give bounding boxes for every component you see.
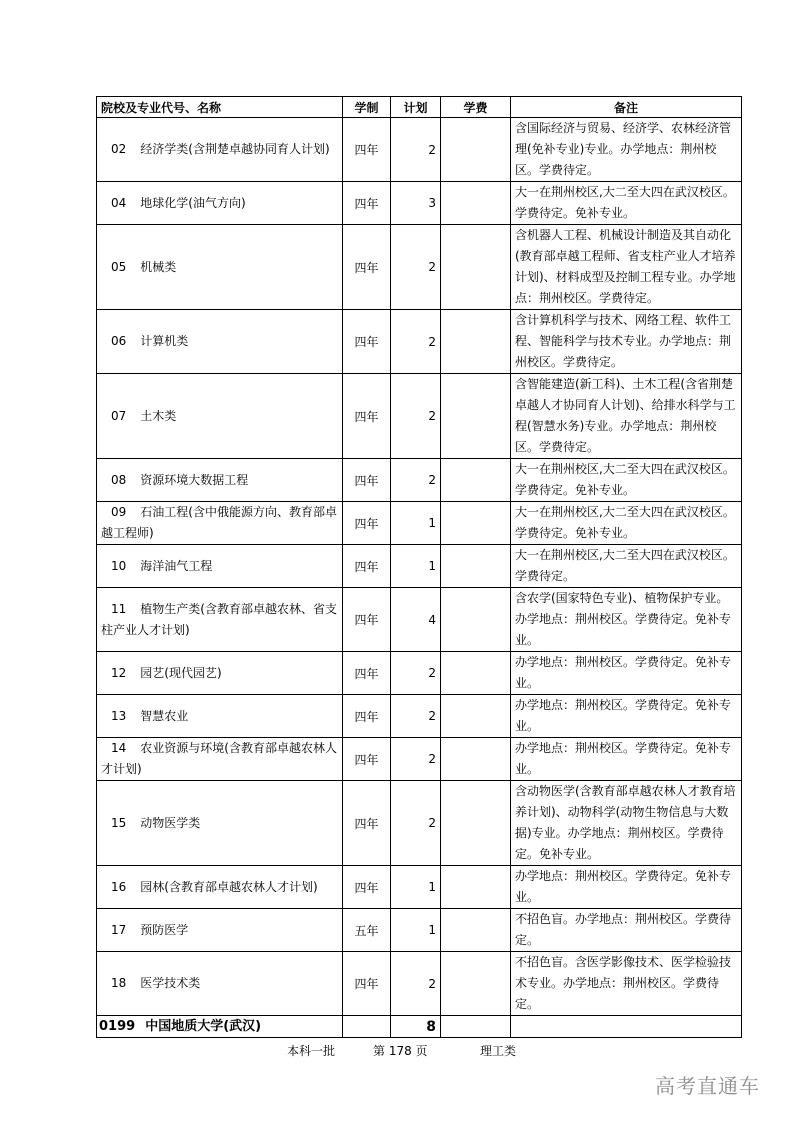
program-years: 五年 [343, 909, 391, 952]
table-row [97, 909, 742, 952]
program-years: 四年 [343, 182, 391, 225]
program-fee [441, 909, 511, 952]
program-code: 12 [111, 665, 127, 680]
watermark: 高考直通车 [655, 1074, 760, 1098]
program-note: 大一在荆州校区,大二至大四在武汉校区。学费待定。免补专业。 [511, 459, 742, 502]
program-years: 四年 [343, 118, 391, 182]
table-row [97, 310, 742, 374]
table-row [97, 545, 742, 588]
table-row [97, 952, 742, 1016]
program-name: 农业资源与环境(含教育部卓越农林人才计划) [101, 741, 337, 776]
program-code: 14 [111, 741, 127, 755]
table-row [97, 781, 742, 866]
program-cell [97, 738, 343, 781]
program-plan: 2 [391, 781, 441, 866]
program-fee [441, 866, 511, 909]
program-years: 四年 [343, 310, 391, 374]
program-fee [441, 545, 511, 588]
program-cell [97, 781, 343, 866]
table-row [97, 866, 742, 909]
program-plan: 2 [391, 225, 441, 310]
program-fee [441, 310, 511, 374]
program-fee [441, 695, 511, 738]
program-note: 含动物医学(含教育部卓越农林人才教育培养计划)、动物科学(动物生物信息与大数据)专业。办学地点：荆州校区。学费待定。免补专业。 [511, 781, 742, 866]
program-note: 含机器人工程、机械设计制造及其自动化(教育部卓越工程师、省支柱产业人才培养计划)、材料成型及控制工程专业。办学地点：荆州校区。学费待定。 [511, 225, 742, 310]
total-fee [441, 1016, 511, 1038]
program-years: 四年 [343, 952, 391, 1016]
table-row [97, 738, 742, 781]
program-fee [441, 118, 511, 182]
program-name: 经济学类(含荆楚卓越协同育人计划) [140, 142, 330, 156]
program-cell [97, 182, 343, 225]
program-fee [441, 652, 511, 695]
total-code: 0199 [99, 1019, 136, 1034]
program-name: 石油工程(含中俄能源方向、教育部卓越工程师) [101, 505, 337, 540]
program-name: 智慧农业 [140, 708, 189, 723]
program-note: 不招色盲。办学地点：荆州校区。学费待定。 [511, 909, 742, 952]
program-years: 四年 [343, 459, 391, 502]
total-name: 中国地质大学(武汉) [145, 1019, 262, 1034]
program-plan: 4 [391, 588, 441, 652]
program-years: 四年 [343, 588, 391, 652]
program-years: 四年 [343, 652, 391, 695]
program-name: 植物生产类(含教育部卓越农林、省支柱产业人才计划) [101, 601, 337, 637]
program-code: 11 [111, 601, 127, 616]
program-plan: 3 [391, 182, 441, 225]
program-cell [97, 118, 343, 182]
program-plan: 1 [391, 866, 441, 909]
program-years: 四年 [343, 225, 391, 310]
table-row [97, 225, 742, 310]
total-note [511, 1016, 742, 1038]
program-fee [441, 781, 511, 866]
program-note: 大一在荆州校区,大二至大四在武汉校区。学费待定。 [511, 545, 742, 588]
program-fee [441, 502, 511, 545]
table-row [97, 118, 742, 182]
program-cell [97, 695, 343, 738]
header-note: 备注 [511, 97, 742, 118]
program-fee [441, 182, 511, 225]
program-name: 海洋油气工程 [140, 558, 213, 573]
total-row [97, 1016, 742, 1038]
program-name: 园林(含教育部卓越农林人才计划) [140, 879, 318, 894]
program-plan: 2 [391, 952, 441, 1016]
program-code: 05 [111, 259, 127, 274]
program-cell [97, 502, 343, 545]
table-row [97, 374, 742, 459]
program-code: 10 [111, 558, 127, 573]
program-cell [97, 310, 343, 374]
program-years: 四年 [343, 695, 391, 738]
header-years: 学制 [343, 97, 391, 118]
program-plan: 2 [391, 652, 441, 695]
program-note: 含智能建造(新工科)、土木工程(含省荆楚卓越人才协同育人计划)、给排水科学与工程(智慧水务)专业。办学地点：荆州校区。学费待定。 [511, 374, 742, 459]
program-years: 四年 [343, 502, 391, 545]
program-years: 四年 [343, 374, 391, 459]
program-note: 含农学(国家特色专业)、植物保护专业。办学地点：荆州校区。学费待定。免补专业。 [511, 588, 742, 652]
program-code: 06 [111, 334, 127, 348]
program-years: 四年 [343, 781, 391, 866]
table-row [97, 588, 742, 652]
program-plan: 1 [391, 909, 441, 952]
program-cell [97, 545, 343, 588]
table-row [97, 652, 742, 695]
program-plan: 2 [391, 738, 441, 781]
table-row [97, 695, 742, 738]
program-code: 04 [111, 195, 127, 210]
program-code: 16 [111, 879, 127, 894]
program-code: 07 [111, 408, 127, 423]
total-years [343, 1016, 391, 1038]
program-code: 15 [111, 815, 127, 830]
program-plan: 1 [391, 502, 441, 545]
program-note: 含计算机科学与技术、网络工程、软件工程、智能科学与技术专业。办学地点：荆州校区。学费待定。 [511, 310, 742, 374]
program-code: 09 [111, 505, 127, 519]
program-name: 机械类 [140, 259, 177, 274]
program-code: 02 [111, 142, 127, 156]
program-years: 四年 [343, 866, 391, 909]
program-fee [441, 225, 511, 310]
admissions-table [96, 96, 742, 1038]
program-plan: 2 [391, 695, 441, 738]
table-row [97, 459, 742, 502]
program-cell [97, 459, 343, 502]
program-name: 园艺(现代园艺) [140, 665, 222, 680]
program-code: 18 [111, 976, 127, 990]
footer-category: 理工类 [480, 1044, 517, 1058]
program-cell [97, 909, 343, 952]
total-plan: 8 [391, 1016, 441, 1038]
program-note: 办学地点：荆州校区。学费待定。免补专业。 [511, 652, 742, 695]
program-code: 17 [111, 922, 127, 937]
footer-page-number: 第 178 页 [373, 1044, 428, 1058]
program-cell [97, 374, 343, 459]
program-fee [441, 374, 511, 459]
program-plan: 2 [391, 459, 441, 502]
program-years: 四年 [343, 545, 391, 588]
program-note: 办学地点：荆州校区。学费待定。免补专业。 [511, 695, 742, 738]
program-note: 办学地点：荆州校区。学费待定。免补专业。 [511, 738, 742, 781]
program-note: 不招色盲。含医学影像技术、医学检验技术专业。办学地点：荆州校区。学费待定。 [511, 952, 742, 1016]
program-plan: 1 [391, 545, 441, 588]
program-fee [441, 588, 511, 652]
program-note: 办学地点：荆州校区。学费待定。免补专业。 [511, 866, 742, 909]
program-years: 四年 [343, 738, 391, 781]
program-fee [441, 738, 511, 781]
table-row [97, 182, 742, 225]
total-cell [97, 1016, 343, 1038]
program-name: 地球化学(油气方向) [140, 195, 246, 210]
header-name: 院校及专业代号、名称 [97, 97, 343, 118]
header-row [97, 97, 742, 118]
header-plan: 计划 [391, 97, 441, 118]
program-name: 医学技术类 [140, 976, 201, 990]
program-fee [441, 459, 511, 502]
table-row [97, 502, 742, 545]
program-name: 资源环境大数据工程 [140, 472, 249, 487]
program-cell [97, 866, 343, 909]
program-plan: 2 [391, 310, 441, 374]
program-plan: 2 [391, 118, 441, 182]
program-cell [97, 225, 343, 310]
program-cell [97, 588, 343, 652]
program-code: 08 [111, 472, 127, 487]
program-name: 预防医学 [140, 922, 189, 937]
program-cell [97, 952, 343, 1016]
program-code: 13 [111, 708, 127, 723]
footer-batch: 本科一批 [287, 1044, 336, 1058]
program-fee [441, 952, 511, 1016]
program-name: 动物医学类 [140, 815, 201, 830]
program-note: 大一在荆州校区,大二至大四在武汉校区。学费待定。免补专业。 [511, 182, 742, 225]
program-note: 大一在荆州校区,大二至大四在武汉校区。学费待定。免补专业。 [511, 502, 742, 545]
program-name: 计算机类 [140, 334, 189, 348]
header-fee: 学费 [441, 97, 511, 118]
program-cell [97, 652, 343, 695]
program-note: 含国际经济与贸易、经济学、农林经济管理(免补专业)专业。办学地点：荆州校区。学费待定。 [511, 118, 742, 182]
program-name: 土木类 [140, 408, 177, 423]
program-plan: 2 [391, 374, 441, 459]
